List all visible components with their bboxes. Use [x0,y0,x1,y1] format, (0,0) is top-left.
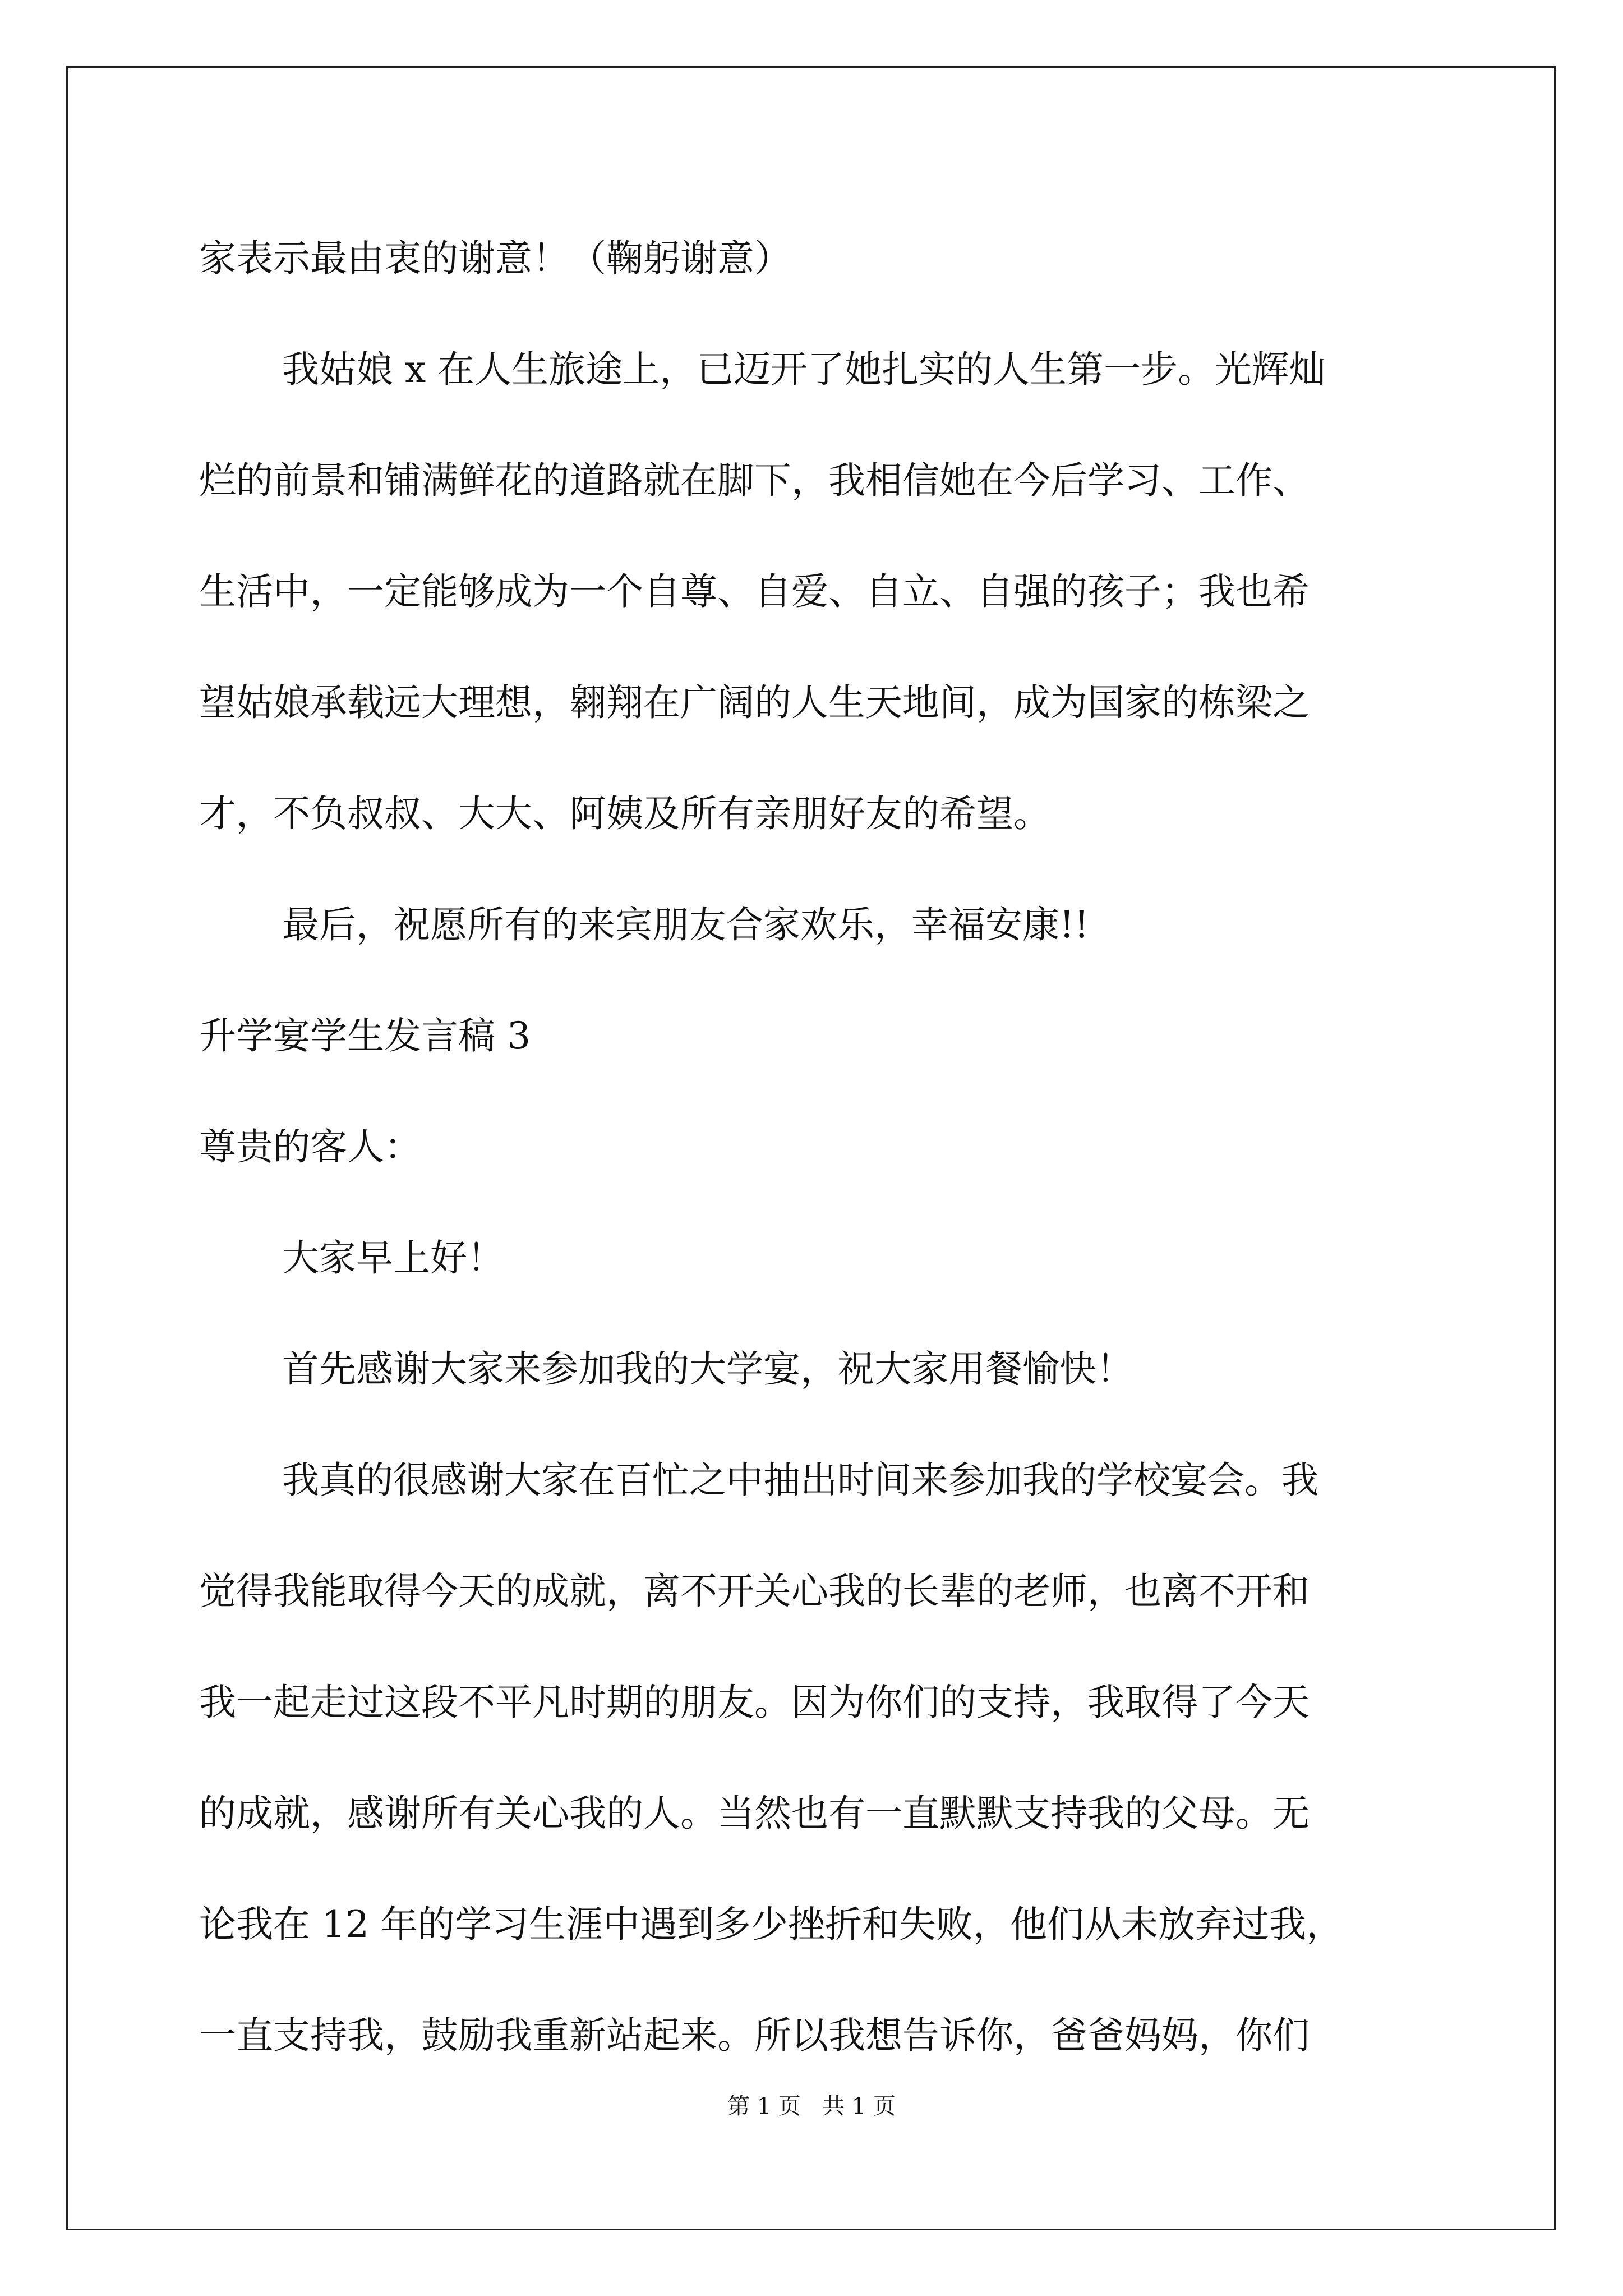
paragraph-start: 最后，祝愿所有的来宾朋友合家欢乐，幸福安康!! [282,903,1090,946]
paragraph-start: 我姑娘 x 在人生旅途上，已迈开了她扎实的人生第一步。光辉灿 [282,348,1326,391]
document-body [199,203,1427,2091]
greeting: 大家早上好！ [282,1236,504,1280]
text-line: 才，不负叔叔、大大、阿姨及所有亲朋好友的希望。 [199,792,1050,835]
section-heading: 升学宴学生发言稿 3 [199,1014,531,1057]
paragraph-start: 首先感谢大家来参加我的大学宴，祝大家用餐愉快！ [282,1347,1133,1391]
salutation: 尊贵的客人： [199,1125,421,1168]
text-line: 生活中，一定能够成为一个自尊、自爱、自立、自强的孩子；我也希 [199,570,1310,613]
text-line: 家表示最由衷的谢意！（鞠躬谢意） [199,237,791,280]
text-line: 烂的前景和铺满鲜花的道路就在脚下，我相信她在今后学习、工作、 [199,459,1310,502]
text-line: 我一起走过这段不平凡时期的朋友。因为你们的支持，我取得了今天 [199,1681,1310,1724]
paragraph-start: 我真的很感谢大家在百忙之中抽出时间来参加我的学校宴会。我 [282,1458,1318,1502]
page-number: 第 1 页 共 1 页 [727,2093,896,2119]
text-line: 一直支持我，鼓励我重新站起来。所以我想告诉你，爸爸妈妈，你们 [199,2014,1310,2057]
text-line: 望姑娘承载远大理想，翱翔在广阔的人生天地间，成为国家的栋梁之 [199,681,1310,724]
text-line: 觉得我能取得今天的成就，离不开关心我的长辈的老师，也离不开和 [199,1570,1310,1613]
text-line: 论我在 12 年的学习生涯中遇到多少挫折和失败，他们从未放弃过我， [199,1903,1343,1946]
text-line: 的成就，感谢所有关心我的人。当然也有一直默默支持我的父母。无 [199,1792,1310,1835]
